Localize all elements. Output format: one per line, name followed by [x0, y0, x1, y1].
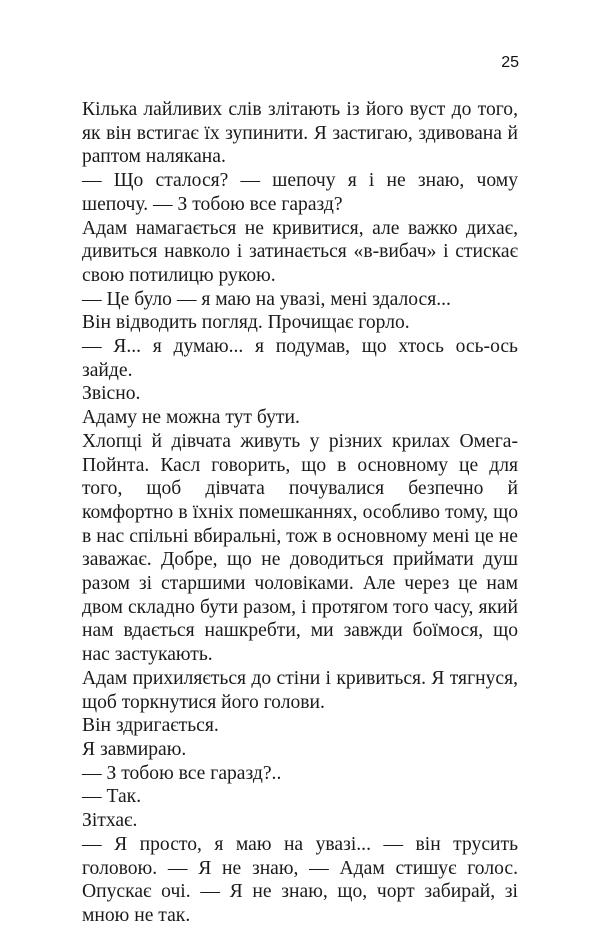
page-number: 25 — [501, 54, 519, 71]
paragraph: — Що сталося? — шепочу я і не знаю, чому шепочу. — З тобою все гаразд? — [82, 170, 518, 215]
paragraph: Адаму не можна тут бути. — [82, 407, 300, 429]
paragraph: — Це було — я маю на увазі, мені здалося... — [82, 288, 451, 310]
paragraph: — Я просто, я маю на увазі... — він трусить головою. — Я не знаю, — Адам стишує голос. Опускає очі. — Я не знаю, що, чорт забирай, зі мною не так. — [82, 833, 518, 926]
body-text — [82, 98, 518, 928]
paragraph: Він відводить погляд. Прочищає горло. — [82, 312, 410, 334]
paragraph: — Так. — [82, 786, 142, 808]
paragraph: Адам прихиляється до стіни і кривиться. Я тягнуся, щоб торкнутися його голови. — [82, 667, 518, 713]
paragraph: Зітхає. — [82, 810, 138, 832]
paragraph: — Я... я думаю... я подумав, що хтось ось-ось зайде. — [82, 336, 518, 381]
paragraph: Адам намагається не кривитися, але важко дихає, дивиться навколо і затинається «в-вибач» і стискає свою потилицю рукою. — [82, 217, 518, 286]
paragraph: Він здригається. — [82, 715, 219, 737]
paragraph: Я завмираю. — [82, 738, 187, 760]
paragraph: — З тобою все гаразд?.. — [82, 762, 282, 784]
paragraph: Кілька лайливих слів злітають із його вуст до того, як він встигає їх зупинити. Я застигаю, здивована й раптом налякана. — [82, 99, 518, 168]
paragraph: Хлопці й дівчата живуть у різних крилах Омега-Пойнта. Касл говорить, що в основному це для того, щоб дівчата почувалися безпечно й комфортно в їхніх помешканнях, особливо тому, що в нас спільні вбиральні, тож в основному мені це не заважає. Добре, що не доводиться приймати душ разом зі старшими чоловіками. Але через це нам двом складно бути разом, і протягом того часу, який нам вдається нашкребти, ми завжди боїмося, що нас застукають. — [82, 430, 518, 666]
paragraph: Звісно. — [82, 383, 141, 405]
